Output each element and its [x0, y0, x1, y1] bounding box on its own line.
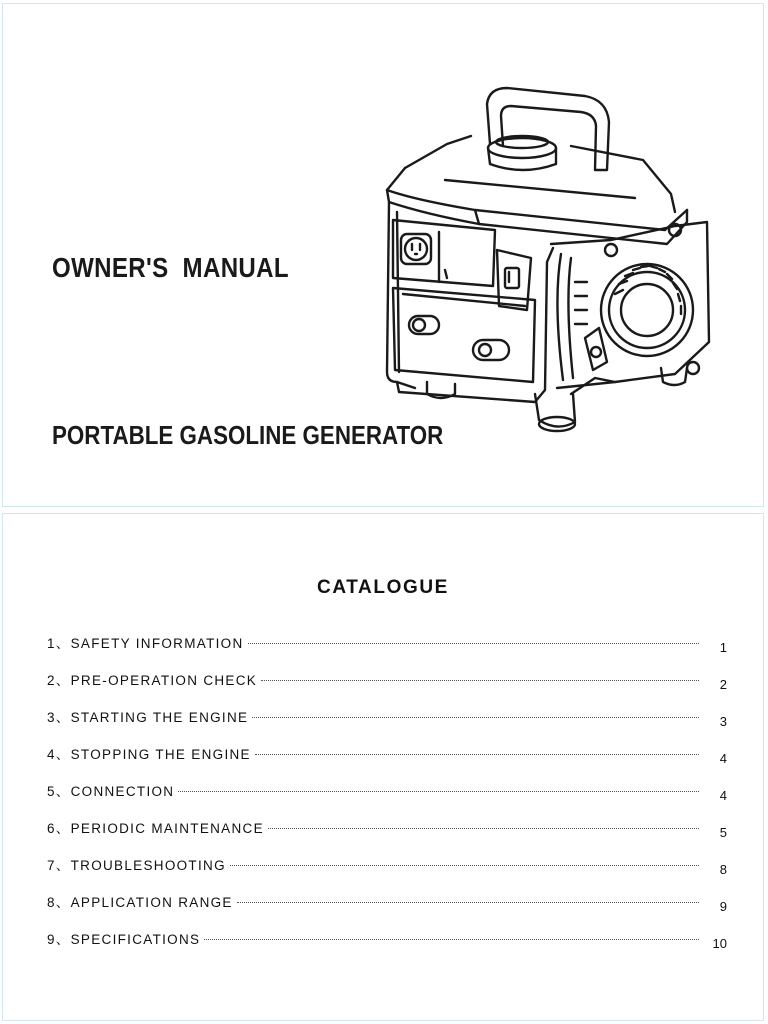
entry-page-number: 9 [719, 899, 727, 914]
entry-number: 4、 [47, 747, 71, 762]
entry-number: 5、 [47, 784, 71, 799]
generator-illustration [375, 82, 715, 442]
entry-number: 3、 [47, 710, 71, 725]
entry-title: TROUBLESHOOTING [70, 858, 226, 873]
manual-subtitle: PORTABLE GASOLINE GENERATOR [52, 420, 444, 450]
catalogue-list [47, 632, 727, 965]
entry-page-number: 4 [719, 751, 727, 766]
entry-title: SPECIFICATIONS [70, 932, 201, 947]
catalogue-entry[interactable] [47, 632, 727, 669]
entry-page-number: 5 [719, 825, 727, 840]
entry-number: 9、 [47, 932, 71, 947]
dot-leader [237, 902, 699, 903]
entry-number: 8、 [47, 895, 71, 910]
dot-leader [268, 828, 699, 829]
entry-number: 2、 [47, 673, 71, 688]
entry-title: STOPPING THE ENGINE [70, 747, 251, 762]
entry-page-number: 3 [719, 714, 727, 729]
catalogue-entry[interactable] [47, 780, 727, 817]
entry-title: APPLICATION RANGE [70, 895, 233, 910]
dot-leader [178, 791, 699, 792]
entry-page-number: 2 [719, 677, 727, 692]
catalogue-entry[interactable] [47, 817, 727, 854]
entry-page-number: 8 [719, 862, 727, 877]
catalogue-entry[interactable] [47, 928, 727, 965]
catalogue-entry[interactable] [47, 706, 727, 743]
entry-title: SAFETY INFORMATION [70, 636, 244, 651]
entry-title: PRE-OPERATION CHECK [70, 673, 258, 688]
entry-page-number: 1 [719, 640, 727, 655]
dot-leader [255, 754, 699, 755]
catalogue-page [2, 513, 764, 1021]
dot-leader [230, 865, 699, 866]
entry-page-number: 10 [712, 936, 727, 951]
catalogue-entry[interactable] [47, 891, 727, 928]
dot-leader [261, 680, 699, 681]
dot-leader [252, 717, 699, 718]
entry-page-number: 4 [719, 788, 727, 803]
entry-number: 7、 [47, 858, 71, 873]
entry-title: PERIODIC MAINTENANCE [70, 821, 264, 836]
cover-page [2, 3, 764, 507]
dot-leader [204, 939, 699, 940]
catalogue-entry[interactable] [47, 743, 727, 780]
catalogue-heading: CATALOGUE [317, 577, 449, 598]
catalogue-entry[interactable] [47, 669, 727, 706]
entry-number: 1、 [47, 636, 71, 651]
catalogue-entry[interactable] [47, 854, 727, 891]
entry-title: STARTING THE ENGINE [70, 710, 249, 725]
dot-leader [248, 643, 699, 644]
manual-title: OWNER'S MANUAL [52, 252, 289, 283]
entry-number: 6、 [47, 821, 71, 836]
entry-title: CONNECTION [70, 784, 175, 799]
